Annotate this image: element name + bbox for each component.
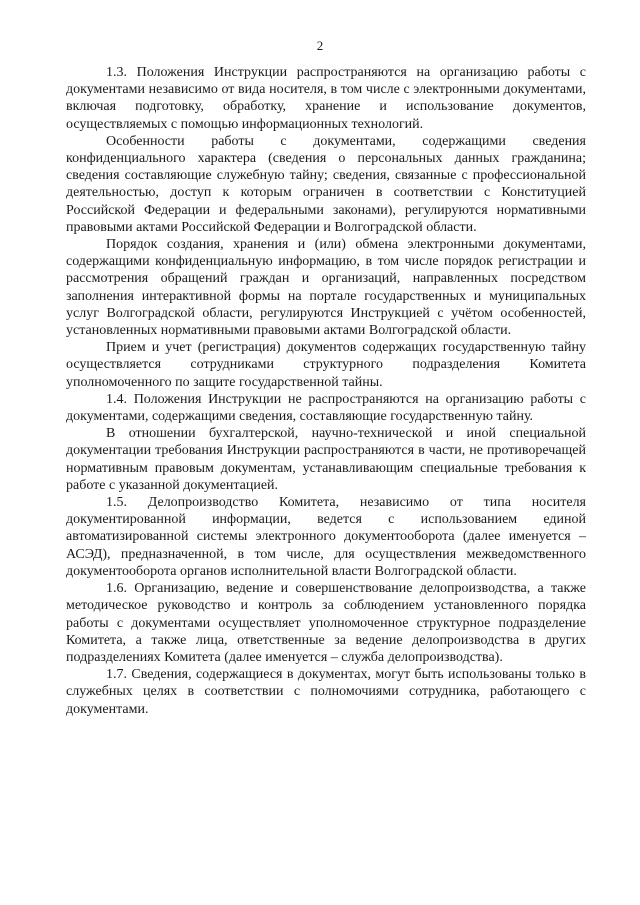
paragraph-confidential-info: Особенности работы с документами, содержащими сведения конфиденциального характера (сведения о персональных данных гражданина; сведения составляющие служебную тайну; сведения, связанные с профессиональной деятельностью, доступ к которым ограничен в соответствии с Конституцией Российской Федерации и федеральными законами), регулируются нормативными правовыми актами Российской Федерации и Волгоградской области.	[66, 133, 586, 235]
paragraph-1-6: 1.6. Организацию, ведение и совершенствование делопроизводства, а также методическое руководство и контроль за соблюдением установленного порядка работы с документами осуществляет уполномоченное структурное подразделение Комитета, а также лица, ответственные за ведение делопроизводства в других подразделениях Комитета (далее именуется – служба делопроизводства).	[66, 581, 586, 665]
paragraph-1-4: 1.4. Положения Инструкции не распространяются на организацию работы с документами, содержащими сведения, составляющие государственную тайну.	[66, 391, 586, 425]
document-body	[66, 64, 586, 718]
paragraph-special-documentation: В отношении бухгалтерской, научно-технической и иной специальной документации требования Инструкции распространяются в части, не противоречащей нормативным правовым документам, устанавливающим специальные требования к работе с указанной документацией.	[66, 426, 586, 493]
paragraph-1-5: 1.5. Делопроизводство Комитета, независимо от типа носителя документированной информации, ведется с использованием единой автоматизированной системы электронного документооборота (далее именуется – АСЭД), предназначенной, в том числе, для осуществления межведомственного документооборота органов исполнительной власти Волгоградской области.	[66, 495, 586, 579]
paragraph-1-7: 1.7. Сведения, содержащиеся в документах, могут быть использованы только в служебных целях в соответствии с полномочиями сотрудника, работающего с документами.	[66, 667, 586, 717]
paragraph-1-3: 1.3. Положения Инструкции распространяются на организацию работы с документами независимо от вида носителя, в том числе с электронными документами, включая подготовку, обработку, хранение и использование документов, осуществляемых с помощью информационных технологий.	[66, 65, 586, 132]
paragraph-state-secret-registration: Прием и учет (регистрация) документов содержащих государственную тайну осуществляется сотрудниками структурного подразделения Комитета уполномоченного по защите государственной тайны.	[66, 340, 586, 390]
paragraph-electronic-docs: Порядок создания, хранения и (или) обмена электронными документами, содержащими конфиденциальную информацию, в том числе порядок регистрации и рассмотрения обращений граждан и организаций, направленных посредством заполнения интерактивной формы на портале государственных и муниципальных услуг Волгоградской области, регулируются Инструкцией с учётом особенностей, установленных нормативными правовыми актами Волгоградской области.	[66, 237, 586, 339]
page-number: 2	[316, 38, 324, 53]
